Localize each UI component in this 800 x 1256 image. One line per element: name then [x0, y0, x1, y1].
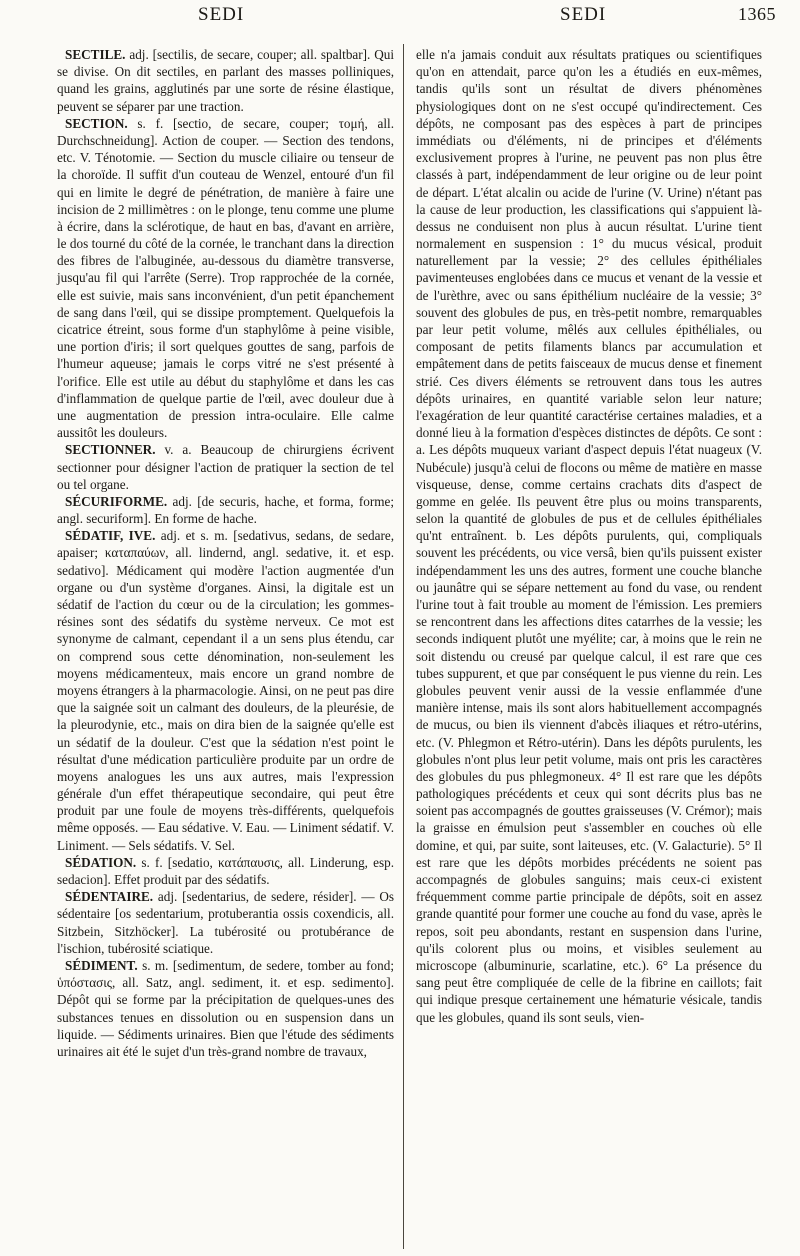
entry-securiforme	[57, 493, 394, 527]
headword: SECTION.	[65, 115, 128, 131]
entry-body: adj. [sectilis, de secare, couper; all. spaltbar]. Qui se divise. On dit sectiles, en parlant des masses polliniques, quand les grains, agglutinés par une sorte de résine élastique, peuvent se séparer par une traction.	[57, 47, 394, 114]
entry-sedentaire	[57, 888, 394, 957]
entry-body: adj. et s. m. [sedativus, sedans, de sedare, apaiser; καταπαύων, all. lindernd, angl. sedative, it. et esp. sedativo]. Médicament qui modère l'action augmentée d'un organe ou d'un système d'organes. Ainsi, la digitale est un sédatif de l'action du cœur ou de la circulation; les gommes-résines sont des sédatifs du système nerveux. Ce mot est synonyme de calmant, cependant il a un sens plus étendu, car on comprend sous cette dénomination, non-seulement les moyens médicamenteux, mais encore un grand nombre de moyens étrangers à la pharmacologie. Ainsi, on ne peut pas dire que la saignée soit un calmant des douleurs, de la pleurésie, de la pleurodynie, etc., mais on dira bien de la saignée qu'elle est un sédatif de la douleur. C'est que la sédation n'est point le résultat d'une médication particulière produite par un ordre de moyens analogues les uns aux autres, mais l'expression générale d'un effet thérapeutique secondaire, qui peut être produit par une foule de moyens très-différents, quelquefois même opposés. — Eau sédative. V. Eau. — Liniment sédatif. V. Liniment. — Sels sédatifs. V. Sel.	[57, 528, 395, 853]
headword: SÉDENTAIRE.	[65, 889, 154, 905]
entry-section	[57, 115, 394, 442]
left-column	[57, 46, 394, 1060]
headword: SÉCURIFORME.	[65, 493, 168, 509]
running-head-left: SEDI	[198, 4, 245, 25]
entry-sedation	[57, 854, 394, 888]
column-divider	[403, 44, 404, 1249]
entry-body: v. a. Beaucoup de chirurgiens écrivent sectionner pour désigner l'action de pratiquer la section de tel ou tel organe.	[57, 442, 394, 492]
entry-sectile	[57, 46, 394, 115]
headword: SÉDIMENT.	[65, 957, 138, 973]
entry-body: s. f. [sectio, de secare, couper; τομή, all. Durchschneidung]. Action de couper. — Section des tendons, etc. V. Ténotomie. — Section du muscle ciliaire ou tenseur de la choroïde. Il suffit d'un couteau de Wenzel, entouré d'un fil qui en limite le degré de pénétration, de manière à faire une incision de 2 millimètres : on le plonge, tenu comme une plume à écrire, dans la sclérotique, de haut en bas, d'avant en arrière, le dos tourné du côté de la cornée, le tranchant dans la direction des fibres de l'albuginée, au-dessous du diamètre transverse, jusqu'au fil qui l'arrête (Serre). Trop rapprochée de la cornée, elle est suivie, mais sans inconvénient, d'un petit épanchement de sang dans l'œil, qui se dissipe promptement. Quelquefois la cicatrice étreint, sous forme d'un staphylôme à peine visible, une portion d'iris; il sort quelques gouttes de sang, parfois de l'humeur aqueuse; jamais le corps vitré ne s'est présenté à l'orifice. Elle est utile au début du staphylôme et dans les cas d'inflammation de quelque partie de l'œil, avec douleur due à une augmentation de pression intra-oculaire. Elle calme aussitôt les douleurs.	[57, 115, 394, 441]
headword: SÉDATION.	[65, 854, 137, 870]
running-head-right: SEDI	[560, 4, 607, 25]
entry-sedatif	[57, 527, 394, 854]
sediment-continuation: elle n'a jamais conduit aux résultats pratiques ou scientifiques qu'on en attendait, parce qu'on les a étudiés en eux-mêmes, tandis qu'ils sont un résultat de divers phénomènes physiologiques dont on ne s'est occupé qu'indirectement. Ces dépôts, ne composant pas des espèces à part de principes immédiats ou d'éléments, ni de principes et d'éléments exclusivement propres à l'urine, ne peuvent pas non plus être classés à part, indépendamment de leur origine ou de leur point de départ. L'état alcalin ou acide de l'urine (V. Urine) n'étant pas la cause de leur production, les classifications qui s'appuient là-dessus ne conduisent non plus à aucun résultat. L'urine tient normalement en suspension : 1° du mucus vésical, produit naturellement par la vessie; 2° des cellules épithéliales pavimenteuses englobées dans ce mucus et venant de la vessie et de l'urèthre, avec ou sans épithélium nucléaire de la vessie; 3° souvent des globules de pus, en très-petit nombre, remarquables par leur petit volume, mêlés aux cellules épithéliales, ou composant de petits filaments blancs par accumulation et empâtement dans de petits faisceaux de mucus dense et finement strié. Ces divers éléments se retrouvent dans tous les autres dépôts urinaires, en quantité variable selon leur nature; l'exagération de leur quantité caractérise certaines maladies, et a donné lieu à la formation d'espèces distinctes de dépôts. Ce sont : a. Les dépôts muqueux variant d'aspect depuis l'état nuageux (V. Nubécule) jusqu'à celui de flocons ou même de matière en masse visqueuse, dense, comme certains crachats dits d'aspect de gomme en gelée. Ils peuvent être plus ou moins transparents, selon la quantité de globules de pus et de cellules épithéliales qu'nt entraînent. b. Les dépôts purulents, qui, compliquals souvent les précédents, ou vice versâ, bien qu'ils puissent exister indépendamment les uns des autres, forment une couche blanche ou jaunâtre qui se sépare nettement au fond du vase, ou rendent l'urine tout à fait trouble au moment de l'émission. Les premiers se rencontrent dans les affections dites catarrhes de la vessie; les seconds indiquent plutôt une myélite; car, à moins que le rein ne soit distendu ou creusé par quelque calcul, il est rare que ces tubes suppurent, et que par conséquent le pus vienne du rein. Les globules peuvent venir aussi de la vessie enflammée d'une manière intense, mais ils sont alors habituellement accompagnés de mucus, ou bien ils viennent d'abcès iliaques et rétro-utérins, etc. (V. Phlegmon et Rétro-utérin). Dans les dépôts purulents, les globules n'ont plus leur petit volume, mais ont pris les caractères des globules du pus phlegmoneux. 4° Il est rare que les dépôts pathologiques précédents et ceux qui sont décrits plus bas ne soient pas accompagnés de gouttes graisseuses (V. Crémor); mais la graisse en émulsion peut s'assembler en couches où elle domine, et qui, par suite, sont laiteuses, etc. (V. Galacturie). 5° Il est rare que les dépôts morbides précédents ne soient pas accompagnés de globules sanguins; mais ceux-ci existent fréquemment comme partie principale de dépôts, soit en assez grande quantité pour former une couche au fond du vase, après le repos, soit peu abondants, restant en suspension dans l'urine, qu'ils colorent plus ou moins, et visibles seulement au microscope (albuminurie, scarlatine, etc.). 6° La présence du sang peut être compliquée de celle de la fibrine en caillots; fait qui indique presque certainement une hématurie vésicale, tandis que les globules, quand ils sont seuls, vien-	[416, 47, 762, 1025]
entry-body: s. m. [sedimentum, de sedere, tomber au fond; ὑπόστασις, all. Satz, angl. sediment, it. et esp. sedimento]. Dépôt qui se forme par la précipitation de quelques-unes des substances tenues en dissolution ou en suspension dans un liquide. — Sédiments urinaires. Bien que l'étude des sédiments urinaires ait été le sujet d'un très-grand nombre de travaux,	[57, 957, 394, 1059]
entry-body: adj. [de securis, hache, et forma, forme; angl. securiform]. En forme de hache.	[57, 493, 394, 527]
headword: SECTIONNER.	[65, 442, 156, 458]
headword: SÉDATIF, IVE.	[65, 528, 156, 544]
right-column	[416, 46, 762, 1026]
page-number: 1365	[738, 4, 776, 24]
entry-sectionner	[57, 441, 394, 493]
headword: SECTILE.	[65, 47, 126, 62]
entry-sediment	[57, 957, 394, 1060]
entry-body: s. f. [sedatio, κατάπαυσις, all. Linderung, esp. sedacion]. Effet produit par des sédatifs.	[57, 854, 394, 887]
entry-body: adj. [sedentarius, de sedere, résider]. — Os sédentaire [os sedentarium, protuberantia ossis coxendicis, all. Sitzbein, Sitzhöcker]. La tubérosité ou protubérance de l'ischion, tubérosité sciatique.	[57, 889, 394, 956]
